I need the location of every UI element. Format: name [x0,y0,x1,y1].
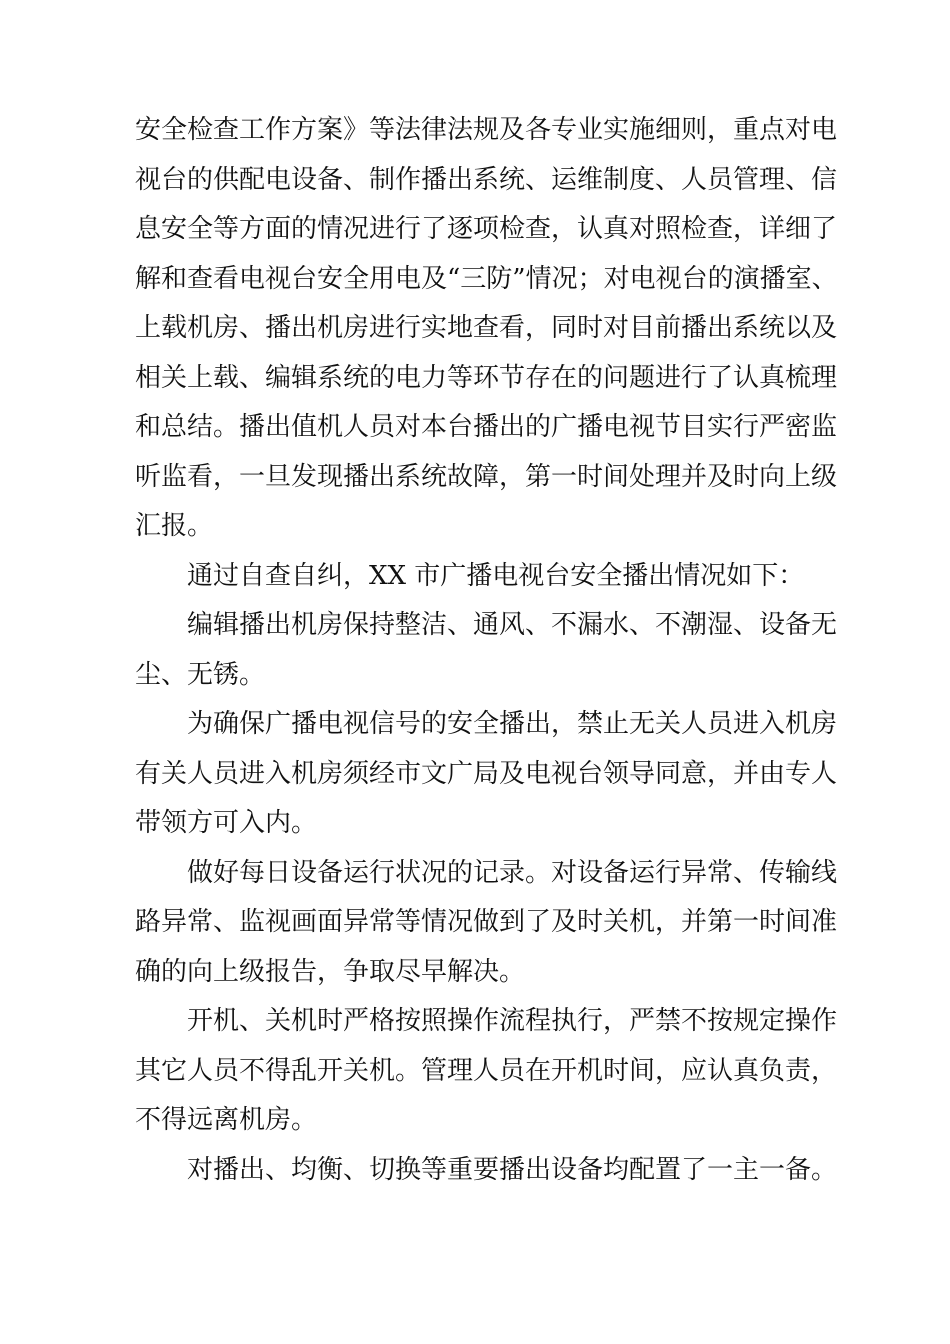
text-line: 安全检查工作方案》等法律法规及各专业实施细则，重点对电 [135,115,838,145]
text-line: 带领方可入内。 [135,808,318,838]
text-line: 相关上载、编辑系统的电力等环节存在的问题进行了认真梳理 [135,362,838,393]
paragraph-3 [135,601,838,700]
text-line: 其它人员不得乱开关机。管理人员在开机时间，应认真负责， [135,1055,838,1086]
text-line: 视台的供配电设备、制作播出系统、运维制度、人员管理、信 [135,164,838,195]
paragraph-4 [135,700,838,849]
text-line: 上载机房、播出机房进行实地查看，同时对目前播出系统以及 [135,313,838,343]
text-line: 息安全等方面的情况进行了逐项检查，认真对照检查，详细了 [135,214,838,244]
text-line: 通过自查自纠，XX 市广播电视台安全播出情况如下： [187,560,805,591]
text-line: 编辑播出机房保持整洁、通风、不漏水、不潮湿、设备无 [187,610,838,640]
text-line: 做好每日设备运行状况的记录。对设备运行异常、传输线 [187,857,838,888]
text-line: 不得远离机房。 [135,1105,318,1135]
text-line: 尘、无锈。 [135,659,266,690]
text-line: 对播出、均衡、切换等重要播出设备均配置了一主一备。 [187,1154,838,1185]
text-line: 汇报。 [135,511,214,541]
paragraph-1 [135,106,838,552]
paragraph-2 [135,552,835,602]
paragraph-6 [135,997,838,1146]
text-line: 和总结。播出值机人员对本台播出的广播电视节目实行严密监 [135,412,838,442]
text-line: 听监看，一旦发现播出系统故障，第一时间处理并及时向上级 [135,461,838,492]
text-line: 路异常、监视画面异常等情况做到了及时关机，并第一时间准 [135,907,838,937]
text-line: 开机、关机时严格按照操作流程执行，严禁不按规定操作 [187,1006,838,1036]
text-line: 为确保广播电视信号的安全播出，禁止无关人员进入机房 [187,709,838,739]
text-line: 确的向上级报告，争取尽早解决。 [135,956,526,987]
paragraph-7 [135,1146,838,1196]
text-line: 解和查看电视台安全用电及“三防”情况；对电视台的演播室、 [135,263,838,294]
paragraph-5 [135,849,838,998]
document-body [135,106,838,1195]
text-line: 有关人员进入机房须经市文广局及电视台领导同意，并由专人 [135,758,838,789]
